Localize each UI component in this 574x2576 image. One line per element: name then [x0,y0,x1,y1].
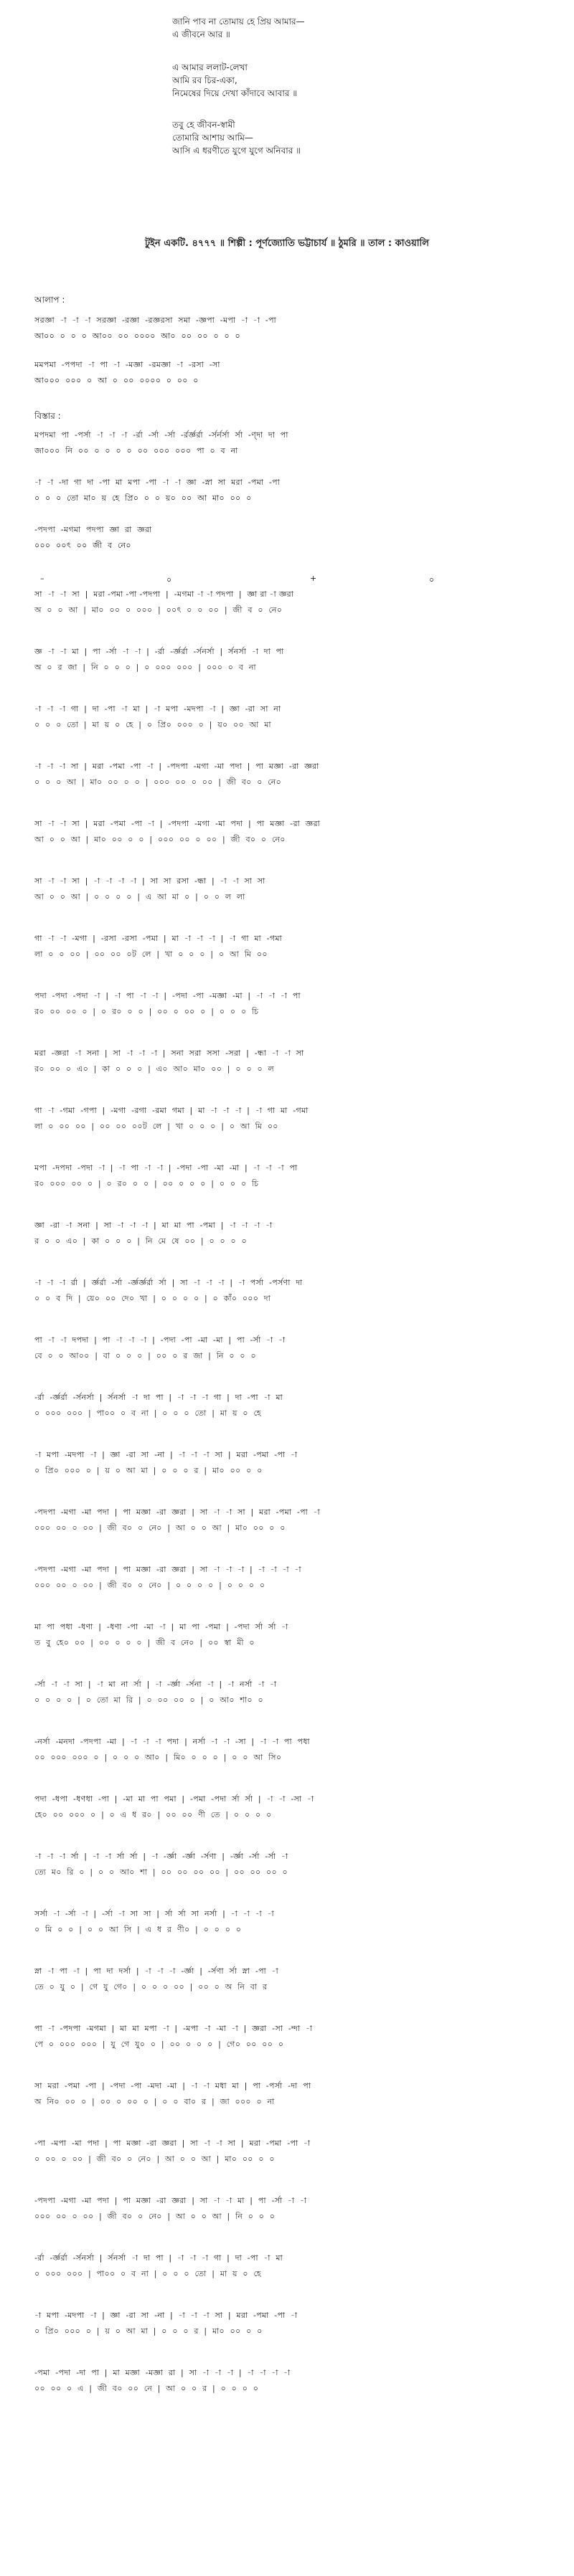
taal-bani-row: ত্যে ম০ রি ০ | ০ ০ আ০ শা | ০০ ০০ ০০ ০০ | ০০ ০০ ০০ ০ [34,1867,288,1877]
bistar-bani-row: ০০০ ০০ৎ ০০ জী ব নে০ [34,541,131,550]
taal-bani-row: ০ মি ০ ০ | ০ ০ আ সি | এ ধ র ণী০ | ০ ০ ০ ০ [34,1925,242,1934]
taal-bani-row: ০ প্রি০ ০০০ ০ | য় ০ আ মা | ০ ০ ০ র | মা০ ০০ ০ ০ [34,2326,263,2336]
taal-bani-row: র০ ০০০ ০০ ০ | ০ র০ ০ ০ | ০০ ০ ০ ০ | ০ ০ ০ চি [34,1179,259,1188]
taal-bani-row: ০ ০ ০ ০ | ০ তো মা রি | ০ ০০ ০০ ০ | ০ আ০ শা০ ০ [34,1695,263,1705]
taal-bani-row: র০ ০০ ০০ ০ | ০ র০ ০ ০ | ০০ ০ ০০ ০ | ০ ০ ০ চি [34,1007,259,1016]
taal-bani-row: হে০ ০০ ০০০ ০ | ০ এ ধ র০ | ০০ ০০ ণী তে | ০ ০ ০ ০ [34,1810,272,1819]
lyric-line: তবু হে জীবন-স্বামী [172,120,235,130]
taal-swara-row: সা -া -া সা | -া -া -া -া | সা সা রসা -ন্ধা | -া -া সা সা [34,876,265,886]
taal-bani-row: ০০ ০০ ০ এ | জী ব০ ০০ নে | আ ০ ০ র | ০ ০ ০ ০ [34,2384,259,2393]
taal-swara-row: মরা -জ্ঞরা -া সনা | সা -া -া -া | সনা সরা সসা -সরা | -ন্ধা -া -া সা [34,1048,304,1058]
alap-bani-row: আ০০ ০ ০ ০ আ০০ ০০ ০০০০ আ০ ০০ ০০ ০ ০ ০ [34,331,241,341]
taal-bani-row: ০ ০ ০ আ | মা০ ০০ ০ ০ | ০০০ ০০ ০ ০০ | জী ব০ ০ নে০ [34,777,282,787]
taal-bani-row: ০ ০০০ ০০০ | পা০০ ০ ব না | ০ ০ ০ তো | মা য় ০ হে [34,1408,261,1418]
taal-swara-row: পদা -ধপা -ধণধা -পা | -মা মা পা পমা | -পমা -পদা র্সা র্সা | -া -া -সা -া [34,1794,314,1804]
bistar-swara-row: মপদমা পা -পর্সা -া -া -া -র্রা -র্সা -র্সা -র্রর্জ্ঞর্রা -র্সর্নর্সা র্সা -ণ্দা দা পা [34,430,288,440]
taal-swara-row: সর্সা -া -র্সা -া | -র্সা -া সা সা | র্সা র্সা সা নর্সা | -া -া -া -া [34,1909,274,1918]
taal-swara-row: -র্রা -র্জ্ঞর্রা -র্সনর্সা | র্সনর্সা -া দা পা | -া -া -া গা | দা -পা -া মা [34,1393,283,1402]
taal-swara-row: পা -া -পদপা -মগমা | মা মা মপা -া | -মপা -া -মা -া | জ্ঞরা -সা -ন্দা -া [34,2024,313,2033]
taal-mark-khali-2: ০ [429,575,435,584]
lyric-line: এ আমার ললাট-লেখা [172,62,248,72]
taal-swara-row: -নর্সা -মনদা -পদপা -মা | -া -া -া পদা | নর্সা -া -া -সা | -া -া পা পধা [34,1737,310,1746]
taal-bani-row: র০ ০০ ০ এ০ | কা ০ ০ ০ | এ০ আ০ মা০ ০০ | ০ ০ ০ ল [34,1064,275,1074]
taal-bani-row: ০০০ ০০ ০ ০০ | জী ব০ ০ নে০ | ০ ০ ০ ০ | ০ ০ ০ ০ [34,1581,265,1590]
taal-swara-row: -র্রা -র্জ্ঞর্রা -র্সনর্সা | র্সনর্সা -া দা পা | -া -া -া গা | দা -পা -া মা [34,2253,283,2263]
lyric-line: আমি রব চির-একা, [172,75,237,85]
alap-swara-row: মমপমা -পপদা -া পা -া -মজ্ঞা -রমজ্ঞা -া -রসা -সা [34,360,220,369]
taal-bani-row: র ০ ০ এ০ | কা ০ ০ ০ | নি মে ষে ০০ | ০ ০ ০ ০ [34,1236,248,1246]
taal-bani-row: পে ০ ০০০ ০০০ | যু গে যু০ ০ | ০০ ০ ০ ০ | গে০ ০০ ০০ ০ [34,2040,284,2049]
taal-swara-row: সা মরা -পমা -পা | -পদা -পা -মদা -মা | -া -া মধা মা | পা -পর্সা -দা পা [34,2081,311,2090]
lyric-line: এ জীবনে আর ॥ [172,29,230,39]
taal-swara-row: পা -া -া দপদা | পা -া -া -া | -পদা -পা -মা -মা | পা -র্সা -া -া [34,1335,286,1345]
taal-swara-row: সা -া -া সা | মরা -পমা -পা -পদপা | -মগমা -া -া পদপা | জ্ঞা রা -া জ্ঞরা [34,589,294,599]
taal-bani-row: অ ০ র জা | নি ০ ০ ০ | ০ ০০০ ০০০ | ০০০ ০ ব না [34,663,256,672]
bistar-label: বিস্তার : [34,411,61,421]
taal-bani-row: তে ০ যু ০ | গে যু গে০ | ০ ০ ০ ০০ | ০০ ০ অ নি বা র [34,1982,268,1992]
lyric-line: নিমেষের দিয়ে দেখা কাঁদাবে আবার ॥ [172,88,298,98]
taal-swara-row: মা পা পধা -ধণা | -ধণা -পা -মা -া | মা পা -পমা | -পদা র্সা র্সা -া [34,1622,288,1632]
taal-bani-row: ০ ০ ব দি | য়ে০ ০০ দে০ খা | ০ ০ ০ ০ | ০ কাঁ০ ০০০ দা [34,1294,271,1303]
taal-swara-row: -া মপা -মদপা -া | জ্ঞা -রা সা -না | -া -া -া সা | মরা -পমা -পা -া [34,2311,298,2320]
alap-label: আলাপ : [34,295,65,305]
taal-mark-khali: ০ [166,575,172,584]
taal-swara-row: -পদপা -মগা -মা পদা | পা মজ্ঞা -রা জ্ঞরা | সা -া -া সা | মরা -পমা -পা -া [34,1507,320,1517]
taal-bani-row: ০ ০০ ০ ০০ | জী ব০ ০ নে০ | আ ০ ০ আ | মা০ ০০ ০ ০ [34,2154,275,2164]
taal-mark-sam: + [310,574,317,583]
taal-swara-row: -পদপা -মগা -মা পদা | পা মজ্ঞা -রা জ্ঞরা | সা -া -া -া | -া -া -া -া [34,1565,301,1574]
taal-bani-row: ০০০ ০০ ০ ০০ | জী ব০ ০ নে০ | আ ০ ০ আ | নি ০ ০ ০ [34,2212,276,2221]
bistar-swara-row: -া -া -দা গা দা -পা মা মপা -পা -া -া জ্ঞা -স্না সা মরা -পমা -পা [34,478,281,487]
lyric-line: জানি পাব না তোমায় হে প্রিয় আমার— [172,16,305,27]
taal-swara-row: -পমা -পদা -দা পা | মা মজ্ঞা -মজ্ঞা রা | সা -া -া -া | -া -া -া -া [34,2368,291,2377]
lyric-line: তোমারি আশায় আমি— [172,133,253,143]
taal-swara-row: -া -া -া গা | দা -পা -া মা | -া মপা -মদপা -া | জ্ঞা -রা সা না [34,704,281,714]
taal-bani-row: লা ০ ০০ ০০ | ০০ ০০ ০০ট লে | খা ০ ০ ০ | ০ আ মি ০০ [34,1122,278,1131]
taal-swara-row: -া -া -া সা | মরা -পমা -পা -া | -পদপা -মগা -মা পদা | পা মজ্ঞা -রা জ্ঞরা [34,762,319,771]
taal-swara-row: গা -া -গমা -গপা | -মগা -রগা -রমা গমা | মা -া -া -া | -া গা মা -গমা [34,1106,309,1115]
taal-bani-row: ০০ ০০০ ০০০ ০ | ০ ০ ০ আ০ | মি০ ০ ০ ০ | ০ ০ আ সি০ [34,1753,282,1762]
taal-bani-row: ০ ০০০ ০০০ | পা০০ ০ ব না | ০ ০ ০ তো | মা য় ০ হে [34,2269,261,2278]
lyric-line: আসি এ ধরণীতে যুগে যুগে অনিবার ॥ [172,146,301,156]
taal-swara-row: -া মপা -মদপা -া | জ্ঞা -রা সা -না | -া -া -া সা | মরা -পমা -পা -া [34,1450,298,1459]
taal-swara-row: -পদপা -মগা -মা পদা | পা মজ্ঞা -রা জ্ঞরা | সা -া -া মা | পা -র্সা -া -া [34,2196,307,2205]
taal-bani-row: ০০০ ০০ ০ ০০ | জী ব০ ০ নে০ | আ ০ ০ আ | মা০ ০০ ০ ০ [34,1523,286,1533]
taal-swara-row: জ্ঞা -রা -া সনা | সা -া -া -া | মা মা পা -পমা | -া -া -া -া [34,1221,273,1230]
alap-swara-row: সরজ্ঞা -া -া -া সরজ্ঞা -রজ্ঞা -রজ্ঞরসা সমা -জ্ঞপা -মপা -া -া -পা [34,316,277,325]
taal-bani-row: অ নি০ ০০ ০ | ০০ ০ ০০ ০ | ০ ০ বা০ র | জা ০০০ ০ না [34,2097,275,2106]
taal-swara-row: -র্সা -া -া সা | -া মা না র্সা | -া -র্জ্ঞা -র্সনা -া | -া নর্সা -া -া [34,1680,277,1689]
taal-bani-row: অ ০ ০ আ | মা০ ০০ ০ ০০০ | ০০ৎ ০ ০ ০০ | জী ব ০ নে০ [34,605,283,615]
taal-mark-first: – [40,574,44,583]
taal-bani-row: আ ০ ০ আ | ০ ০ ০ ০ | এ আ মা ০ | ০ ০ ল লা [34,892,245,901]
taal-bani-row: ০ ০ ০ তো | মা য় ০ হে | ০ প্রি০ ০০০ ০ | য়০ ০০ আ মা [34,720,271,729]
alap-bani-row: আ০০০ ০০০ ০ আ ০ ০০ ০০০০ ০ ০০ ০ [34,376,199,385]
bistar-bani-row: ০ ০ ০ তো মা০ য় হে প্রি০ ০ ০ য়০ ০০ আ মা০ ০০ ০ [34,493,252,503]
taal-swara-row: জ্ঞ -া -া মা | পা -র্সা -া -া | -র্রা -র্জ্ঞর্রা -র্সনর্সা | র্সনর্সা -া দা পা [34,647,284,656]
taal-swara-row: -া -া -া র্সা | -া -া র্সা র্সা | -া -র্জ্ঞা -র্জ্ঞা -র্সণা | -র্জ্ঞা -র্সা -র্সা -া [34,1852,288,1861]
taal-swara-row: সা -া -া সা | মরা -পমা -পা -া | -পদপা -মগা -মা পদা | পা মজ্ঞা -রা জ্ঞরা [34,819,320,828]
taal-bani-row: বে ০ ০ আ০০ | বা ০ ০ ০ | ০০ ০ র জা | নি ০ ০ ০ [34,1351,256,1360]
taal-bani-row: লা ০ ০ ০০ | ০০ ০০ ০ট লে | খা ০ ০ ০ | ০ আ মি ০০ [34,950,268,959]
taal-swara-row: পদা -পদা -পদা -া | -া পা -া -া | -পদা -পা -মজ্ঞা -মা | -া -া -া পা [34,991,301,1000]
taal-bani-row: ত বু হে০ ০০ | ০০ ০ ০ ০ | জী ব নে০ | ০০ স্বা মী ০ [34,1638,255,1647]
taal-swara-row: গা -া -া -মগা | -রসা -রসা -পমা | মা -া -া -া | -া গা মা -গমা [34,934,282,943]
taal-swara-row: -পা -মপা -মা পদা | পা মজ্ঞা -রা জ্ঞরা | সা -া -া সা | মরা -পমা -পা -া [34,2139,311,2148]
taal-swara-row: স্না -া পা -া | পা দা দর্সা | -া -া -া -র্জ্ঞা | -র্সণা র্সা স্না -পা -া [34,1966,278,1976]
taal-bani-row: আ ০ ০ আ | মা০ ০০ ০ ০ | ০০০ ০০ ০ ০০ | জী ব০ ০ নে০ [34,835,286,844]
bistar-swara-row: -পদপা -মগমা পদপা জ্ঞা রা জ্ঞরা [34,525,152,534]
record-title: টুইন একটি. ৪৭৭৭ ॥ শিল্পী : পূর্ণজ্যোতি ভট্টাচার্য ॥ ঠুমরি ॥ তাল : কাওয়ালি [145,238,429,249]
taal-swara-row: মপা -দপদা -পদা -া | -া পা -া -া | -পদা -পা -মা -মা | -া -া -া পা [34,1163,298,1173]
taal-bani-row: ০ প্রি০ ০০০ ০ | য় ০ আ মা | ০ ০ ০ র | মা০ ০০ ০ ০ [34,1466,263,1475]
bistar-bani-row: জা০০০ নি ০০ ০ ০ ০ ০ ০০ ০০০ ০০০ পা ০ ব না [34,446,238,455]
taal-swara-row: -া -া -া র্রা | র্জ্ঞর্রা -র্সা -র্জ্ঞর্জ্ঞর্রা র্সা | সা -া -া -া | -া পর্সা -পর্সণা দা [34,1278,303,1287]
